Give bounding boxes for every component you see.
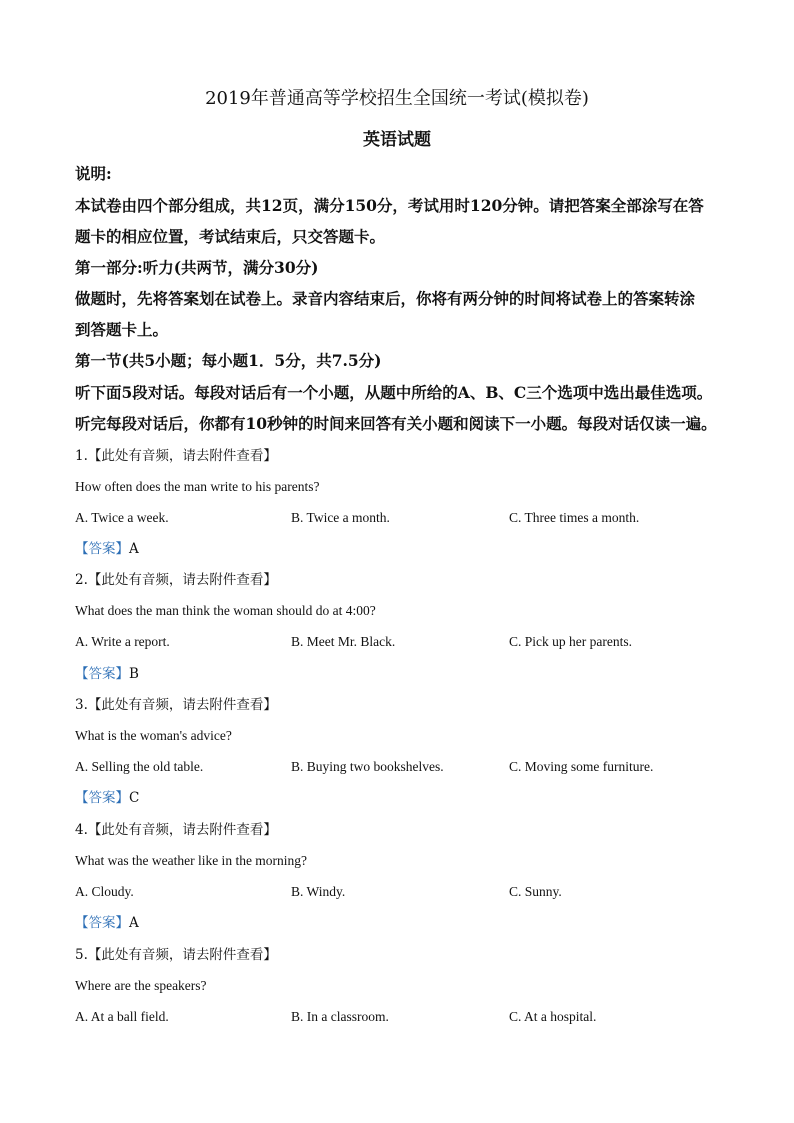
question-1-option-a: A. Twice a week. [75, 510, 169, 525]
instructions-line-2: 题卡的相应位置，考试结束后，只交答题卡。 [75, 227, 386, 246]
part1-line-1: 做题时，先将答案划在试卷上。录音内容结束后，你将有两分钟的时间将试卷上的答案转涂 [75, 289, 696, 308]
answer-value: A [129, 915, 139, 931]
answer-value: C [129, 790, 140, 806]
exam-subtitle: 英语试题 [363, 130, 431, 150]
question-4-audio-note: 4.【此处有音频，请去附件查看】 [75, 822, 277, 838]
question-2-text: What does the man think the woman should do at 4:00? [75, 603, 376, 618]
answer-value: B [129, 666, 139, 682]
answer-tag: 【答案】 [75, 790, 129, 806]
part1-line-2: 到答题卡上。 [75, 320, 169, 339]
section1-line-1: 听下面5段对话。每段对话后有一个小题，从题中所给的A、B、C三个选项中选出最佳选项。 [75, 383, 713, 402]
question-2-option-c: C. Pick up her parents. [509, 634, 632, 649]
question-1-option-c: C. Three times a month. [509, 510, 640, 525]
question-3-option-c: C. Moving some furniture. [509, 759, 654, 774]
question-3-option-b: B. Buying two bookshelves. [291, 759, 444, 774]
question-1-audio-note: 1.【此处有音频，请去附件查看】 [75, 448, 277, 464]
question-1-option-b: B. Twice a month. [291, 510, 390, 525]
instructions-label: 说明: [75, 164, 112, 183]
question-5-option-c: C. At a hospital. [509, 1009, 597, 1024]
answer-value: A [129, 541, 139, 557]
question-2-answer [75, 664, 139, 684]
question-3-answer [75, 788, 139, 808]
question-2-audio-note: 2.【此处有音频，请去附件查看】 [75, 572, 277, 588]
answer-tag: 【答案】 [75, 666, 129, 682]
question-5-text: Where are the speakers? [75, 978, 207, 993]
question-4-option-c: C. Sunny. [509, 884, 562, 899]
question-5-option-b: B. In a classroom. [291, 1009, 389, 1024]
question-5-audio-note: 5.【此处有音频，请去附件查看】 [75, 947, 277, 963]
answer-tag: 【答案】 [75, 915, 129, 931]
question-3-option-a: A. Selling the old table. [75, 759, 204, 774]
section1-line-2: 听完每段对话后，你都有10秒钟的时间来回答有关小题和阅读下一小题。每段对话仅读一遍。 [75, 414, 717, 433]
question-4-option-a: A. Cloudy. [75, 884, 134, 899]
exam-title: 2019年普通高等学校招生全国统一考试(模拟卷) [205, 88, 589, 109]
question-3-text: What is the woman's advice? [75, 728, 232, 743]
question-4-text: What was the weather like in the morning? [75, 853, 308, 868]
question-2-option-a: A. Write a report. [75, 634, 170, 649]
question-3-audio-note: 3.【此处有音频，请去附件查看】 [75, 697, 277, 713]
question-1-answer [75, 539, 139, 559]
question-2-option-b: B. Meet Mr. Black. [291, 634, 396, 649]
part1-heading: 第一部分:听力(共两节，满分30分) [75, 258, 319, 277]
answer-tag: 【答案】 [75, 541, 129, 557]
question-4-option-b: B. Windy. [291, 884, 346, 899]
instructions-line-1: 本试卷由四个部分组成，共12页，满分150分，考试用时120分钟。请把答案全部涂写在答 [75, 196, 704, 215]
section1-heading: 第一节(共5小题；每小题1．5分，共7.5分) [75, 351, 382, 370]
question-1-text: How often does the man write to his parents? [75, 479, 320, 494]
question-4-answer [75, 913, 139, 933]
question-5-option-a: A. At a ball field. [75, 1009, 169, 1024]
